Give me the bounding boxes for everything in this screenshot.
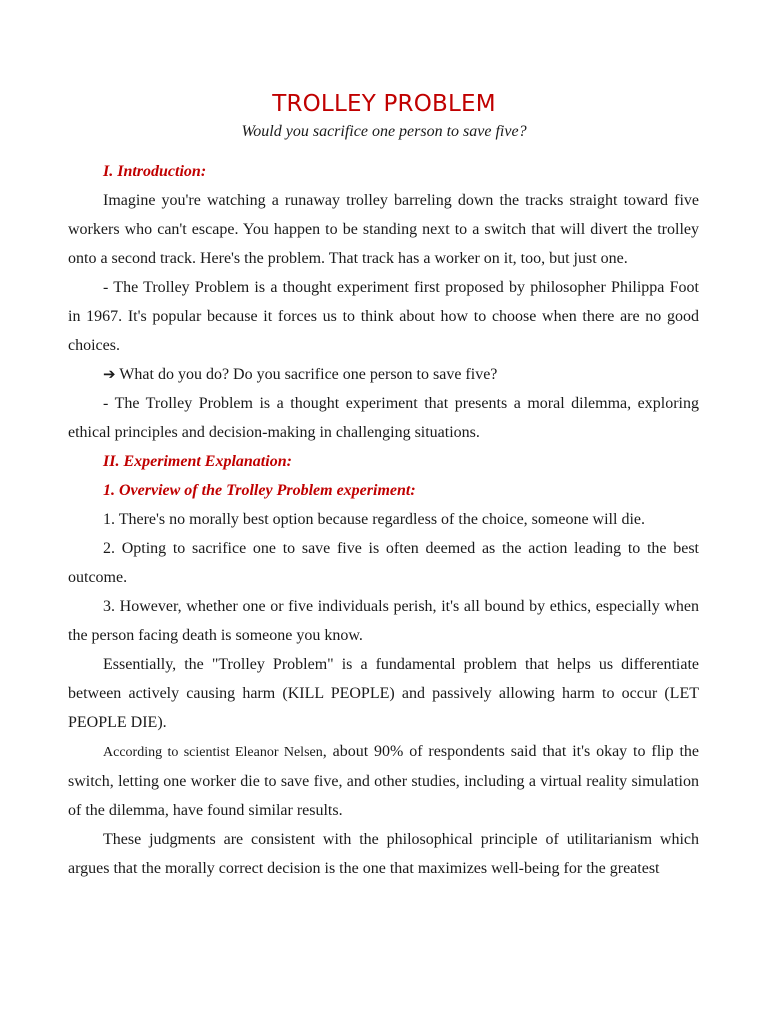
section-heading-experiment: II. Experiment Explanation: — [103, 453, 292, 470]
foot-paragraph: - The Trolley Problem is a thought experiment first proposed by philosopher Philippa Foot in 1967. It's popular because it forces us to think about how to choose when there are no good choices. — [68, 279, 699, 354]
nelsen-rest-text: , about 90% of respondents said that it's okay to flip the switch, letting one worker die to save five, and other studies, including a virtual reality simulation of the dilemma, have found similar results. — [68, 743, 699, 819]
utilitarian-paragraph: These judgments are consistent with the philosophical principle of utilitarianism which argues that the morally correct decision is the one that maximizes well-being for the greatest — [68, 831, 699, 877]
point-3: 3. However, whether one or five individuals perish, it's all bound by ethics, especially when the person facing death is someone you know. — [68, 598, 699, 644]
dilemma-paragraph: - The Trolley Problem is a thought experiment that presents a moral dilemma, exploring ethical principles and decision-making in challenging situations. — [68, 395, 699, 441]
section-heading-introduction: I. Introduction: — [103, 163, 207, 180]
question-text: What do you do? Do you sacrifice one person to save five? — [119, 366, 498, 383]
subsection-heading-overview: 1. Overview of the Trolley Problem experiment: — [103, 482, 416, 499]
nelsen-paragraph — [68, 737, 699, 825]
question-paragraph — [68, 360, 699, 389]
document-title: TROLLEY PROBLEM — [272, 91, 496, 117]
intro-paragraph: Imagine you're watching a runaway trolley barreling down the tracks straight toward five workers who can't escape. You happen to be standing next to a switch that will divert the trolley onto a second track. Here's the problem. That track has a worker on it, too, but just one. — [68, 192, 699, 267]
document-subtitle: Would you sacrifice one person to save five? — [241, 123, 527, 140]
essentially-paragraph: Essentially, the "Trolley Problem" is a fundamental problem that helps us differentiate between actively causing harm (KILL PEOPLE) and passively allowing harm to occur (LET PEOPLE DIE). — [68, 656, 699, 731]
point-2: 2. Opting to sacrifice one to save five is often deemed as the action leading to the best outcome. — [68, 540, 699, 586]
point-1: 1. There's no morally best option because regardless of the choice, someone will die. — [103, 511, 645, 528]
document-body — [68, 157, 699, 883]
arrow-right-icon: ➔ — [103, 365, 116, 383]
nelsen-lead-text: According to scientist Eleanor Nelsen — [103, 745, 323, 760]
